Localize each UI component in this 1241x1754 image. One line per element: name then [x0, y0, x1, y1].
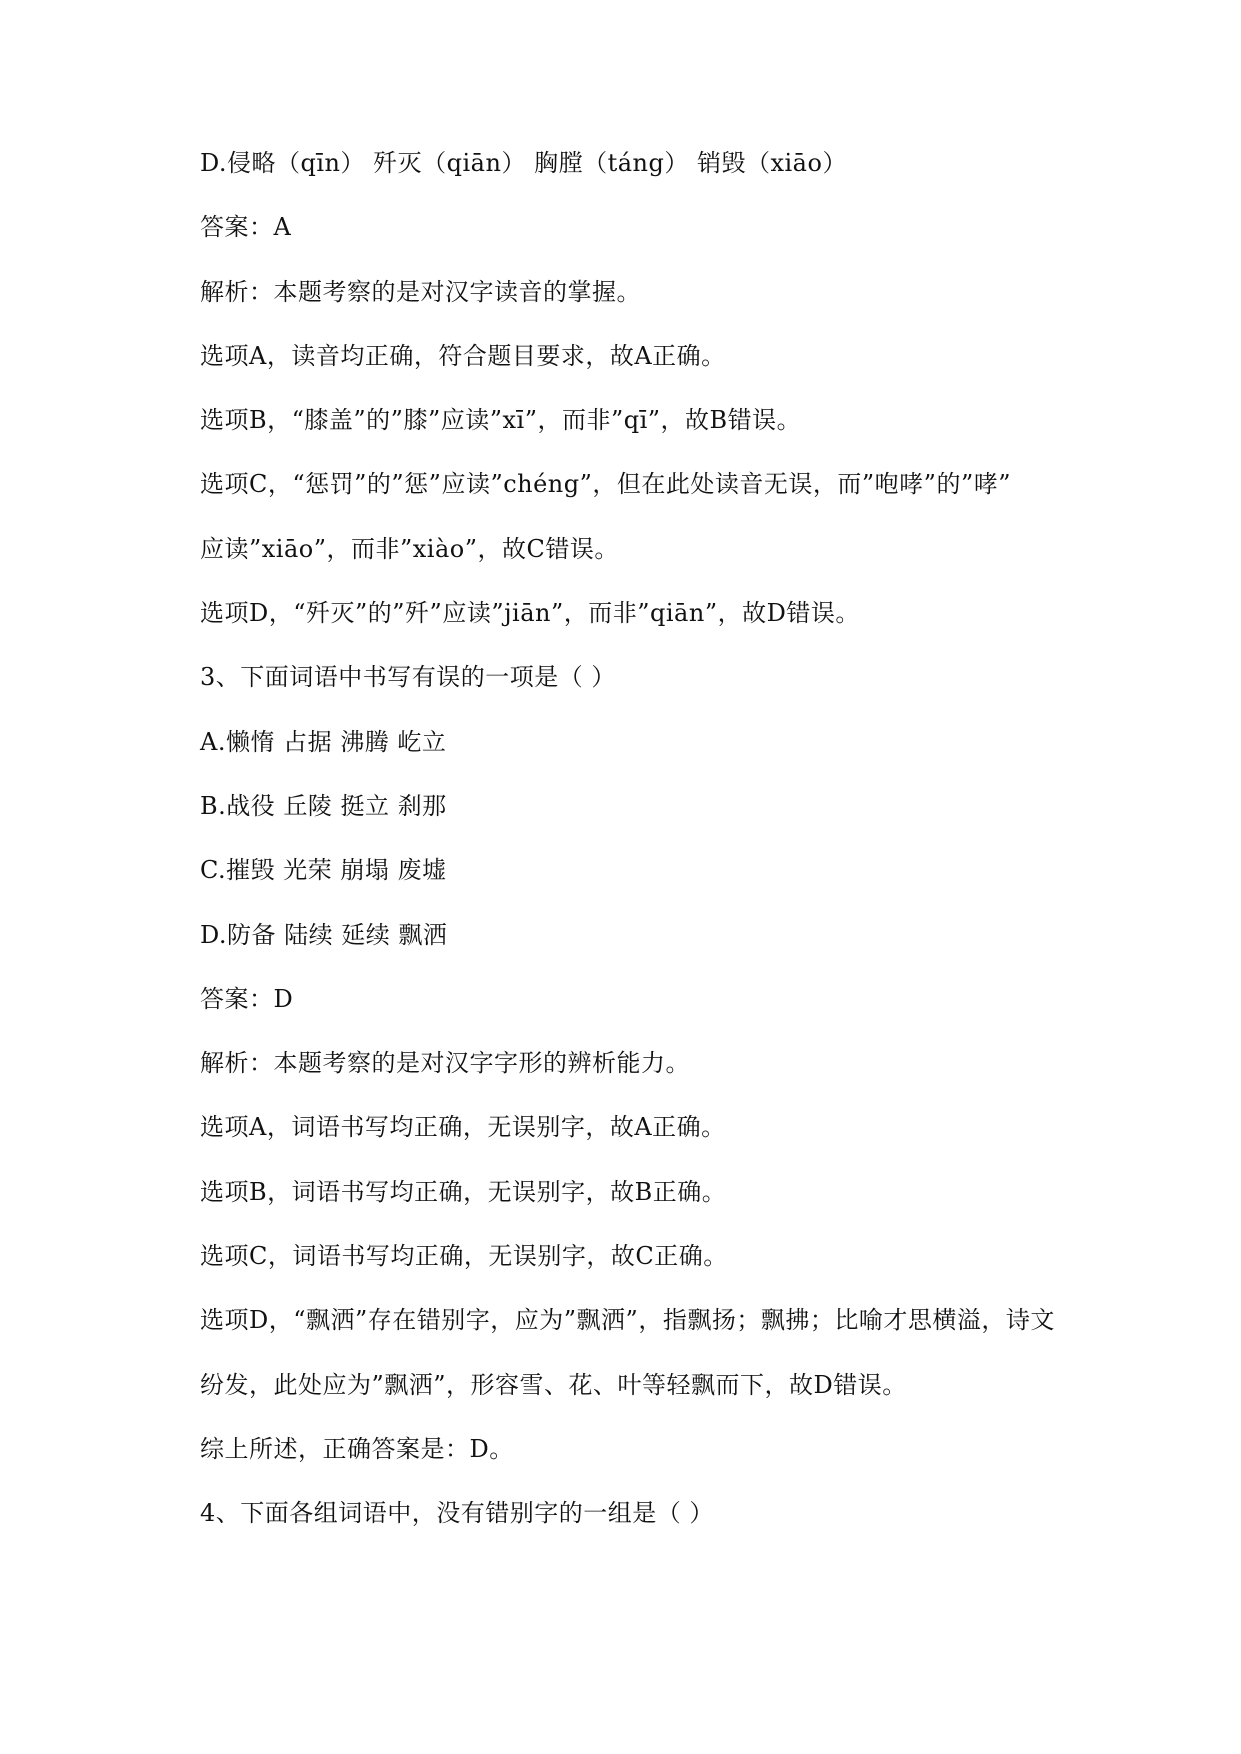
- explanation-line: 选项A，读音均正确，符合题目要求，故A正确。: [200, 341, 726, 370]
- explanation-line: 选项C，“惩罚”的”惩”应读”chéng”，但在此处读音无误，而”咆哮”的”哮”: [200, 470, 1011, 499]
- option-d-pinyin-line: D.侵略（qīn） 歼灭（qiān） 胸膛（táng） 销毁（xiāo）: [200, 149, 847, 177]
- explanation-line: 选项D，“歼灭”的”歼”应读”jiān”，而非”qiān”，故D错误。: [200, 599, 860, 628]
- analysis-line: 解析：本题考察的是对汉字读音的掌握。: [200, 277, 641, 306]
- analysis-line: 解析：本题考察的是对汉字字形的辨析能力。: [200, 1049, 690, 1078]
- option-line: A.懒惰 占据 沸腾 屹立: [200, 727, 447, 756]
- summary-line: 综上所述，正确答案是：D。: [200, 1434, 514, 1463]
- explanation-line: 选项B，“膝盖”的”膝”应读”xī”，而非”qī”，故B错误。: [200, 406, 802, 435]
- answer-line: 答案：A: [200, 213, 292, 242]
- explanation-line: 选项B，词语书写均正确，无误别字，故B正确。: [200, 1177, 727, 1206]
- question-line: 4、下面各组词语中，没有错别字的一组是（ ）: [200, 1499, 714, 1528]
- document-body: [200, 145, 1120, 1560]
- question-line: 3、下面词语中书写有误的一项是（ ）: [200, 663, 616, 692]
- explanation-line: 纷发，此处应为”飘洒”，形容雪、花、叶等轻飘而下，故D错误。: [200, 1370, 907, 1399]
- option-line: B.战役 丘陵 挺立 刹那: [200, 791, 447, 820]
- option-line: D.防备 陆续 延续 飘洒: [200, 920, 448, 949]
- explanation-line: 选项D，“飘洒”存在错别字，应为”飘洒”，指飘扬；飘拂；比喻才思横溢，诗文: [200, 1306, 1055, 1335]
- explanation-line: 选项C，词语书写均正确，无误别字，故C正确。: [200, 1242, 728, 1271]
- option-line: C.摧毁 光荣 崩塌 废墟: [200, 856, 447, 885]
- answer-line: 答案：D: [200, 984, 294, 1013]
- explanation-line: 选项A，词语书写均正确，无误别字，故A正确。: [200, 1113, 726, 1142]
- explanation-line: 应读”xiāo”，而非”xiào”，故C错误。: [200, 534, 619, 563]
